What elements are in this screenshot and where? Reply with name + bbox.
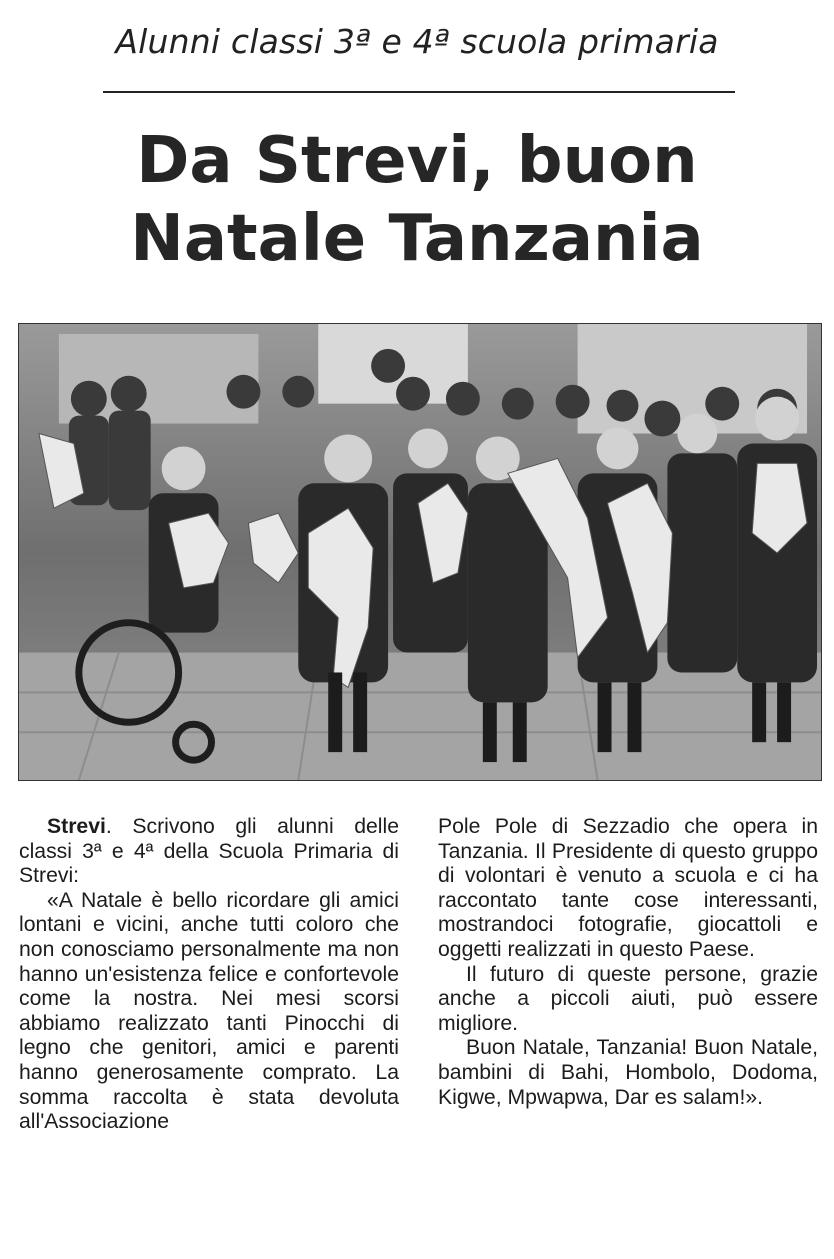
paragraph-future: Il futuro di queste persone, grazie anche a piccoli aiuti, può essere migliore. [438,962,818,1035]
paragraph-greetings: Buon Natale, Tanzania! Buon Natale, bambini di Bahi, Hombolo, Dodoma, Kigwe, Mpwapwa, Dar es salam!». [438,1036,818,1109]
kicker-rule [103,91,735,93]
class-group-photo [18,323,822,781]
paragraph-association: Pole Pole di Sezzadio che opera in Tanzania. Il Presidente di questo gruppo di volontari è venuto a scuola e ci ha raccontato tante cose interessanti, mostrandoci fotografie, giocattoli e oggetti realizzati in questo Paese. [438,815,818,961]
article-column-2 [438,815,818,1110]
headline-line-1: Da Strevi, buon [136,124,698,198]
paragraph-intro [19,815,399,889]
dateline: Strevi [47,815,106,838]
photo-illustration [19,324,821,780]
intro-text: . Scrivono gli alunni delle classi 3ª e 4ª della Scuola Primaria di Strevi: [19,815,399,888]
article-column-1 [19,815,399,1135]
headline-line-2: Natale Tanzania [130,202,704,276]
article-kicker: Alunni classi 3ª e 4ª scuola primaria [115,22,719,61]
article-headline [0,122,834,278]
paragraph-letter-start: «A Natale è bello ricordare gli amici lontani e vicini, anche tutti coloro che non conosciamo personalmente ma non hanno un'esistenza felice e confortevole come la nostra. Nei mesi scorsi abbiamo realizzato tanti Pinocchi di legno che genitori, amici e parenti hanno generosamente comprato. La somma raccolta è stata devoluta all'Associazione [19,888,399,1134]
